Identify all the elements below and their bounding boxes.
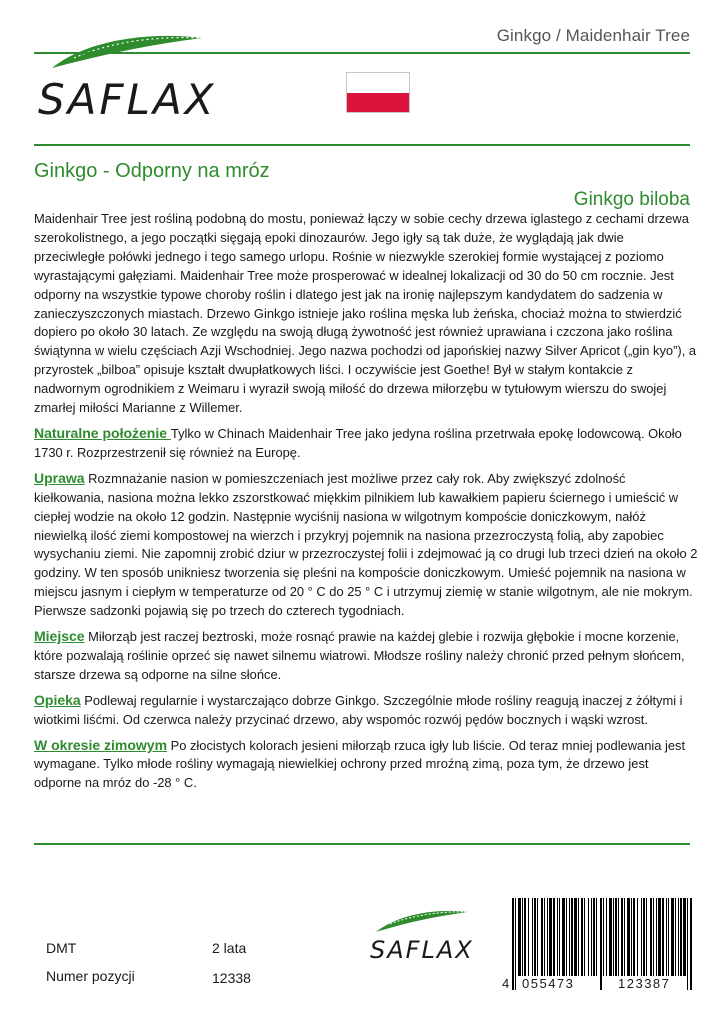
barcode-group-2: 123387 <box>618 976 671 991</box>
section-winter <box>34 736 698 794</box>
barcode-bar <box>547 898 548 976</box>
barcode-bar <box>522 898 523 976</box>
barcode-bar <box>596 898 597 976</box>
logo-text: SAFLAX <box>370 936 474 964</box>
barcode-bar <box>666 898 667 976</box>
dmt-value: 2 lata <box>212 940 247 956</box>
barcode-bar <box>524 898 526 976</box>
product-title: Ginkgo - Odporny na mróz <box>34 160 270 182</box>
barcode-bar <box>541 898 543 976</box>
header-title: Ginkgo / Maidenhair Tree <box>496 26 690 45</box>
section-natural-location <box>34 424 698 463</box>
section-heading: Uprawa <box>34 469 85 486</box>
barcode-bar <box>537 898 538 976</box>
barcode-bar <box>656 898 657 976</box>
position-value: 12338 <box>212 970 251 986</box>
section-cultivation <box>34 469 698 621</box>
section-text: Po złocistych kolorach jesieni miłorząb rzuca igły lub liście. Od teraz mniej podlewania jest wymagane. Tylko młode rośliny wymagają niewielkiej ochrony przed mroźną zimą, poza tym, że drzewo jest odporne na mróz do -28 ° C. <box>34 737 686 791</box>
section-text: Podlewaj regularnie i wystarczająco dobrze Ginkgo. Szczególnie młode rośliny reagują inaczej z żółtymi i wiotkimi liśćmi. Od czerwca należy przycinać drzewo, aby wspomóc rozwój pędów bocznych i wąski wzrost. <box>34 692 683 727</box>
description <box>34 210 698 799</box>
barcode-bar <box>532 898 533 976</box>
leaf-icon <box>376 911 468 932</box>
barcode-bar <box>671 898 674 976</box>
barcode-bar <box>658 898 661 976</box>
barcode-bar <box>569 898 570 976</box>
barcode-bar <box>588 898 589 976</box>
section-heading: Miejsce <box>34 628 85 645</box>
barcode-bar <box>675 898 676 976</box>
barcode-bar <box>603 898 604 976</box>
barcode-bar <box>553 898 555 976</box>
barcode-number <box>502 976 698 994</box>
barcode-group-1: 055473 <box>522 976 575 991</box>
section-heading: W okresie zimowym <box>34 736 168 753</box>
barcode-bar <box>624 898 625 976</box>
barcode-lead-digit: 4 <box>502 976 510 991</box>
dmt-label: DMT <box>46 940 77 956</box>
barcode-bar <box>584 898 585 976</box>
barcode-bar <box>578 898 579 976</box>
barcode-bar <box>653 898 654 976</box>
poland-flag-icon <box>346 72 410 113</box>
barcode-bar <box>574 898 577 976</box>
barcode-bar <box>641 898 642 976</box>
barcode-bar <box>562 898 565 976</box>
intro-paragraph: Maidenhair Tree jest rośliną podobną do mostu, ponieważ łączy w sobie cechy drzewa iglastego z cechami drzewa szerokolistnego, a jego początki sięgają epoki dinozaurów. Jego igły są tak duże, że wyglądają jak dwie przeciwległe połówki jednego i tego samego urlopu. Rośnie w niezwykle szerokiej formie wystającej z poziomo wyrastającymi gałęziami. Maidenhair Tree może prosperować w idealnej lokalizacji od 30 do 50 cm rocznie. Jest odporny na wszystkie typowe choroby roślin i dlatego jest jak na ironię najlepszym kandydatem do sadzenia w zanieczyszczonych miastach. Drzewo Ginkgo istnieje jako roślina męska lub żeńska, chociaż można to stwierdzić dopiero po około 30 latach. Ze względu na swoją długą żywotność jest również uprawiana i czczona jako roślina świątynna w wielu częściach Azji Wschodniej. Jego nazwa pochodzi od japońskiej nazwy Silver Apricot („gin kyo”), a przyrostek „bilboa” opisuje kształt dwupłatkowych liści. I oczywiście jest Goethe! Był w stałym kontakcie z nadwornym ogrodnikiem z Weimaru i wyraził swoją miłość do drzewa miłorzębu w tytułowym wierszu do swojej zmarłej miłości Marianne z Willemer. <box>34 211 697 416</box>
section-text: Rozmnażanie nasion w pomieszczeniach jest możliwe przez cały rok. Aby zwiększyć zdolność kiełkowania, nasiona można lekko zszorstkować miękkim pilnikiem lub kawałkiem papieru ściernego i umieścić w ciepłej wodzie na około 12 godzin. Następnie wyciśnij nasiona w wilgotnym kompoście doniczkowym, nałóż niewielką ilość ziemi kompostowej na wierzch i przykryj pojemnik na nasiona przezroczystą folią, aby zapobiec wysychaniu ziemi. Nie zapomnij zrobić dziur w przezroczystej folii i zdejmować ją co drugi lub trzeci dzień na około 2 godziny. W ten sposób unikniesz tworzenia się pleśni na kompoście doniczkowym. Umieść pojemnik na nasiona w miejscu jasnym i ciepłym w temperaturze od 20 ° C do 25 ° C i utrzymuj ziemię w stanie wilgotnym, ale nie mokrym. Pierwsze sadzonki pojawią się po trzech do czterech tygodniach. <box>34 470 698 619</box>
barcode-bar <box>646 898 647 976</box>
barcode-bar <box>566 898 567 976</box>
barcode-bar <box>668 898 669 976</box>
barcode-bar <box>606 898 607 976</box>
barcode-bar <box>557 898 558 976</box>
section-heading: Naturalne położenie <box>34 424 171 441</box>
section-text: Miłorząb jest raczej beztroski, może rosnąć prawie na każdej glebie i rozwija głębokie i mocne korzenie, które pozwalają roślinie oprzeć się nawet silnemu wiatrowi. Młodsze rośliny należy chronić przed pełnym słońcem, starsze drzewa są odporne na silne słońce. <box>34 629 685 682</box>
position-label: Numer pozycji <box>46 968 135 984</box>
barcode-bar <box>650 898 652 976</box>
barcode-bar <box>581 898 583 976</box>
barcode-bar <box>633 898 635 976</box>
section-heading: Opieka <box>34 691 81 708</box>
saflax-logo <box>34 28 234 128</box>
logo-text: SAFLAX <box>38 75 217 124</box>
barcode-bar <box>680 898 682 976</box>
barcode-bar <box>627 898 630 976</box>
saflax-logo-small <box>366 906 486 968</box>
section-location <box>34 627 698 685</box>
barcode-bar <box>571 898 573 976</box>
barcode-bar <box>615 898 617 976</box>
barcode-bar <box>518 898 521 976</box>
barcode-bar <box>609 898 612 976</box>
header-divider <box>34 52 690 54</box>
barcode-bar <box>683 898 686 976</box>
section-care <box>34 691 698 730</box>
barcode-bar <box>549 898 552 976</box>
barcode-bar <box>591 898 592 976</box>
barcode-bar <box>631 898 632 976</box>
barcode-bar <box>528 898 529 976</box>
barcode-bar <box>559 898 560 976</box>
section-text: Tylko w Chinach Maidenhair Tree jako jedyna roślina przetrwała epokę lodowcową. Około 1730 r. Rozprzestrzenił się również na Europę. <box>34 425 682 460</box>
barcode-bar <box>643 898 645 976</box>
top-divider <box>34 144 690 146</box>
barcode-bar <box>678 898 679 976</box>
barcode-bar <box>637 898 638 976</box>
bottom-divider <box>34 843 690 845</box>
latin-name: Ginkgo biloba <box>573 189 690 210</box>
barcode-bar <box>613 898 614 976</box>
barcode-bar <box>662 898 664 976</box>
barcode-bar <box>544 898 545 976</box>
barcode-bar <box>621 898 623 976</box>
barcode-bar <box>618 898 619 976</box>
barcode-bar <box>534 898 536 976</box>
barcode-bar <box>593 898 595 976</box>
